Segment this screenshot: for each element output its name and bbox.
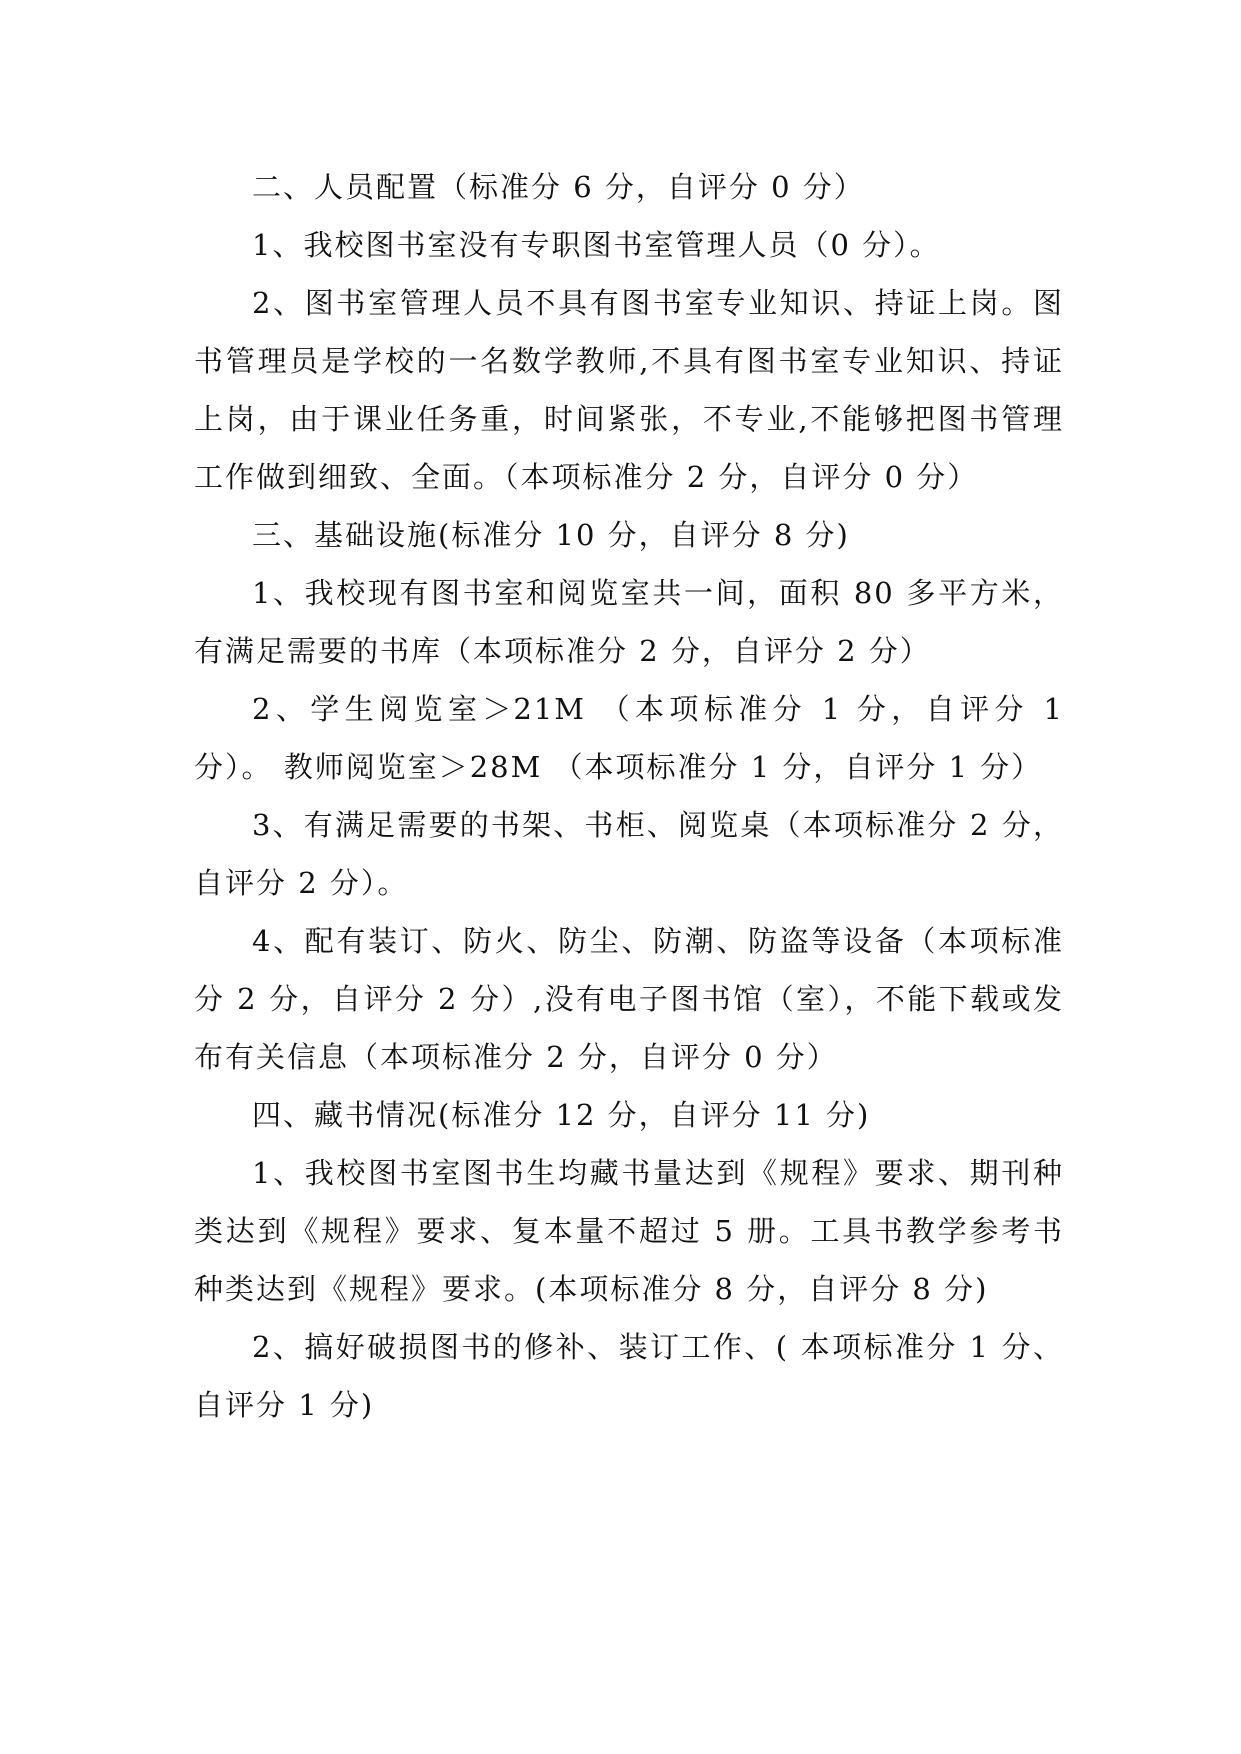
section-heading-staffing: 二、人员配置（标准分 6 分，自评分 0 分）: [252, 170, 865, 204]
document-body: [194, 158, 1064, 1434]
section-heading-facilities: 三、基础设施(标准分 10 分，自评分 8 分): [252, 518, 850, 552]
paragraph: 1、我校图书室没有专职图书室管理人员（0 分）。: [252, 228, 941, 262]
paragraph: 3、有满足需要的书架、书柜、阅览桌（本项标准分 2 分，自评分 2 分）。: [194, 808, 1064, 900]
paragraph: 4、配有装订、防火、防尘、防潮、防盗等设备（本项标准分 2 分，自评分 2 分）,没有电子图书馆（室），不能下载或发布有关信息（本项标准分 2 分，自评分 0 分）: [194, 924, 1064, 1074]
paragraph: 2、图书室管理人员不具有图书室专业知识、持证上岗。图书管理员是学校的一名数学教师,不具有图书室专业知识、持证上岗，由于课业任务重，时间紧张，不专业,不能够把图书管理工作做到细致、全面。（本项标准分 2 分，自评分 0 分）: [194, 286, 1064, 494]
section-heading-collection: 四、藏书情况(标准分 12 分，自评分 11 分): [252, 1098, 871, 1132]
paragraph: 1、我校图书室图书生均藏书量达到《规程》要求、期刊种类达到《规程》要求、复本量不超过 5 册。工具书教学参考书种类达到《规程》要求。(本项标准分 8 分，自评分 8 分): [194, 1156, 1064, 1306]
paragraph: 2、搞好破损图书的修补、装订工作、( 本项标准分 1 分、自评分 1 分): [194, 1330, 1064, 1422]
paragraph: 1、我校现有图书室和阅览室共一间，面积 80 多平方米，有满足需要的书库（本项标准分 2 分，自评分 2 分）: [194, 576, 1064, 668]
paragraph: 2、学生阅览室＞21M （本项标准分 1 分，自评分 1 分）。 教师阅览室＞28M （本项标准分 1 分，自评分 1 分）: [194, 692, 1064, 784]
